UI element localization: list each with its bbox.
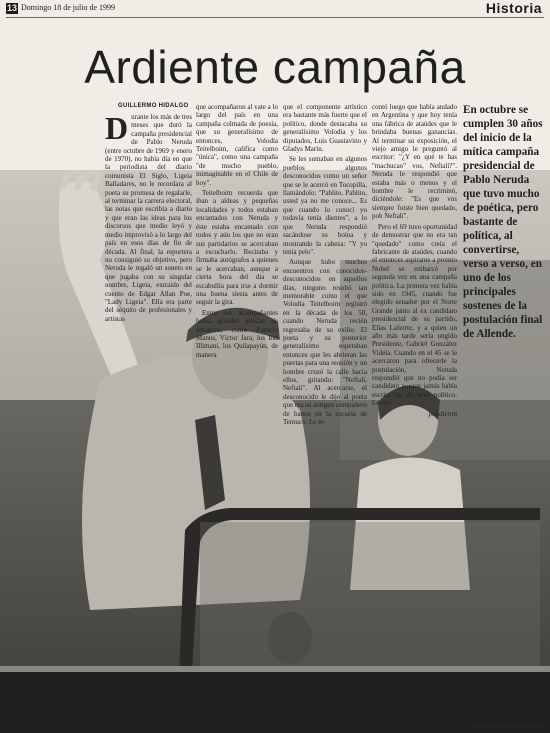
page-header xyxy=(0,0,550,16)
dateline: Domingo 18 de julio de 1999 xyxy=(21,3,115,12)
column-4-paragraph: Pero el 69 tuvo oportunidad de demostrar que no era tan "quedado" como creía el fabricante de ataúdes, cuando el entonces aspirante a premio Nobel se embarcó por segunda vez en una campaña política. La primera vez había sido en 1945, cuando fue elegido senador por el Norte Grande junto al ex candidato presidencial de su partido, Elías Laferrte, y a quien un año más tarde sería ungido Presidente, Gabriel González Videla. Cuando en el 45 se le acercaron para ofrecerle la postulación, Neruda respondió que no podía ser candidato porque jamás había escrito un discurso político. Le res- xyxy=(372,222,457,408)
article-column-3 xyxy=(283,103,367,428)
deck-summary: En octubre se cumplen 30 años del inicio de la mítica campaña presidencial de Pablo Neruda que tuvo mucho de poética, pero bastante de política, al convertirse, verso a verso, en uno de los principales sostenes de la postulación final de Allende. xyxy=(463,104,543,340)
article-column-1 xyxy=(105,110,192,325)
watermark: memoriachilena.cl xyxy=(471,720,544,730)
dropcap: D xyxy=(105,110,129,146)
article-column-2 xyxy=(196,103,278,361)
column-2-paragraph: que acompañaron al vate a lo largo del país en una campaña colmada de poesía, que su generalísimo de entonces, Volodia Teitelboim, califica como "única", como una campaña "de mucho pueblo, inimaginable en el Chile de hoy". xyxy=(196,103,278,187)
column-4-paragraph: contó luego que había andado en Argentina y que hoy tenía una fábrica de ataúdes que le brindaba buenas ganancias. Al terminar su exposición, el viejo amigo le preguntó al escritor: "¿Y en qué te has "machucao" vos, Neftalí?". Neruda le respondió que estaba más o menos y el hombre le recriminó, diciéndole: "Es que vos siempre fuiste bien quedado, poh Neftalí". xyxy=(372,103,457,221)
column-3-paragraph: Aunque hubo muchos encuentros con conocidos-desconocidos en aquellos días, ninguno resultó tan memorable como el que Volodia Teitelboim registró en la década de los 50, cuando Neruda recién regresaba de su exilio. El poeta y su posterior generalísimo esperaban entonces que les abrieran las puertas para una reunión y un hombre cruzó la calle hacia ellos, gritando: "Neftalí, Neftalí". Al acercarse, el desconocido le dijo al poeta que era su antiguo compañero de banco en la escuela de Temuco. Le re- xyxy=(283,258,367,427)
column-2-paragraph: Teitelboim recuerda que iban a aldeas y pequeñas localidades y todos estaban encantados con Neruda y éste estaba encantado con todos y aún los que no eran sus partidarios se acercaban a escucharlo. Recitaba y firmaba autógrafos a quienes se le acercaban, aunque a cierta hora del día se escabullía para irse a dormir una buena siesta antes de seguir la gira. xyxy=(196,189,278,307)
headline: Ardiente campaña xyxy=(84,41,466,93)
column-3-paragraph: Se les sumaban en algunos pueblos algunos desconocidos como un señor que se le acercó en Tocopilla, llamándolo: "Pablito, Pablito, usted ya no me conoce... Es que cuando lo conocí yo todavía tenía dientes", a lo que Neruda respondió sacándose su boina y mostrando la cabeza: "Y yo tenía pelo". xyxy=(283,155,367,256)
section-title: Historia xyxy=(485,0,542,16)
column-1-paragraph: urante los más de tres meses que duró la campaña presidencial de Pablo Neruda (entre octubre de 1969 y enero de 1970), no había día en que la periodista del diario comunista El Siglo, Ligeia Balladares, no le recordara al poeta su promesa de regalarle, al terminar la carrera electoral, las notas que escribía a diario y que eran las ideas para los discursos que medio leyó y medio improvisó a lo largo del país en esos días de fin de década. Al final, la reportera no consiguió su objetivo, pero Neruda le regaló un soneto en que jugaba con su singular nombre, Ligeia, extraído del cuento de Edgar Allan Poe, "Lady Ligeia". Ella era parte del séquito de profesionales y artistas xyxy=(105,113,192,323)
column-4-continuation: pondieron xyxy=(428,409,457,418)
page-number: 13 xyxy=(6,3,17,13)
column-2-paragraph: Entre sus acompañantes había grandes artistas de entonces, como Patricio Manns, Víctor Jara, los Inti Illimani, los Quilapayún, de manera xyxy=(196,308,278,359)
article-column-4 xyxy=(372,103,457,418)
header-rule xyxy=(6,17,544,18)
column-3-paragraph: que el componente artístico era bastante más fuerte que el político, donde destacaba su generalísimo Volodia y los diputados, Luis Guastavino y Gladys Marín. xyxy=(283,103,367,154)
byline: GUILLERMO HIDALGO xyxy=(118,103,189,109)
